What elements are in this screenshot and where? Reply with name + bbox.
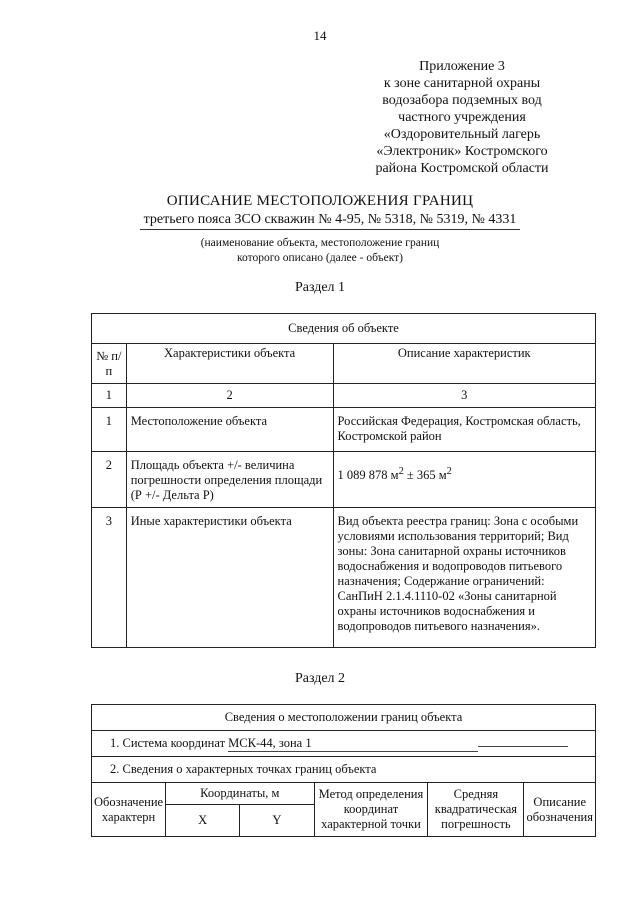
note-line: (наименование объекта, местоположение границ xyxy=(200,237,440,249)
col-description: Описание обозначения xyxy=(524,783,596,837)
document-subtitle: третьего пояса ЗСО скважин № 4-95, № 5318, № 5319, № 4331 xyxy=(140,212,520,230)
underline-filler xyxy=(478,746,568,747)
appendix-line: Приложение 3 xyxy=(419,59,505,74)
area-error: ± 365 м xyxy=(403,468,447,483)
col-method: Метод определения координат характерной точки xyxy=(314,783,428,837)
col-x: X xyxy=(166,805,240,837)
section2-label: Раздел 2 xyxy=(294,671,346,686)
page-number: 14 xyxy=(313,28,327,43)
row-char: Площадь объекта +/- величина погрешности определения площади (Р +/- Дельта Р) xyxy=(126,452,333,508)
note-line: которого описано (далее - объект) xyxy=(236,252,404,264)
row-char: Иные характеристики объекта xyxy=(126,508,333,648)
col-coords: Координаты, м xyxy=(166,783,314,805)
coord-system-label: 1. Система координат xyxy=(110,735,226,750)
appendix-line: частного учреждения xyxy=(398,110,526,125)
col-error: Средняя квадратическая погрешность xyxy=(428,783,524,837)
object-info-table xyxy=(91,313,596,648)
appendix-block xyxy=(352,58,572,177)
col-desc-header: Описание характеристик xyxy=(333,344,595,384)
row-num: 1 xyxy=(92,408,127,452)
error-unit-power: 2 xyxy=(446,466,452,477)
table1-header: Сведения об объекте xyxy=(92,314,596,344)
boundary-location-table xyxy=(91,704,596,837)
table-row xyxy=(92,508,596,648)
section1-label: Раздел 1 xyxy=(294,280,346,295)
table-row xyxy=(92,452,596,508)
appendix-line: «Оздоровительный лагерь xyxy=(383,127,541,142)
col-index: 2 xyxy=(126,384,333,408)
subtitle-note xyxy=(0,236,640,266)
appendix-line: «Электроник» Костромского xyxy=(376,144,548,159)
appendix-line: водозабора подземных вод xyxy=(382,93,542,108)
col-y: Y xyxy=(240,805,314,837)
row-desc: Вид объекта реестра границ: Зона с особыми условиями использования территорий; Вид зоны: Зона санитарной охраны источников водоснабжения и водопроводов питьевого назначения; Содержание ограничений: СанПиН 2.1.4.1110-02 «Зоны санитарной охраны источников водоснабжения и водопроводов питьевого назначения». xyxy=(333,508,595,648)
row-num: 2 xyxy=(92,452,127,508)
col-designation: Обозначение характерн xyxy=(92,783,166,837)
area-unit-power: 2 xyxy=(398,466,404,477)
table2-header: Сведения о местоположении границ объекта xyxy=(92,705,596,731)
row-desc: Российская Федерация, Костромская область, Костромской район xyxy=(333,408,595,452)
appendix-line: к зоне санитарной охраны xyxy=(383,76,541,91)
table-row xyxy=(92,408,596,452)
coord-system-row xyxy=(92,731,596,757)
row-num: 3 xyxy=(92,508,127,648)
coord-system-value: МСК-44, зона 1 xyxy=(228,736,478,752)
col-index: 1 xyxy=(92,384,127,408)
col-char-header: Характеристики объекта xyxy=(126,344,333,384)
col-index: 3 xyxy=(333,384,595,408)
row-desc xyxy=(333,452,595,508)
document-title: ОПИСАНИЕ МЕСТОПОЛОЖЕНИЯ ГРАНИЦ xyxy=(166,193,474,209)
area-value: 1 089 878 м xyxy=(337,468,399,483)
points-label: 2. Сведения о характерных точках границ объекта xyxy=(92,757,596,783)
col-num-header: № п/п xyxy=(92,344,127,384)
appendix-line: района Костромской области xyxy=(375,161,549,176)
row-char: Местоположение объекта xyxy=(126,408,333,452)
